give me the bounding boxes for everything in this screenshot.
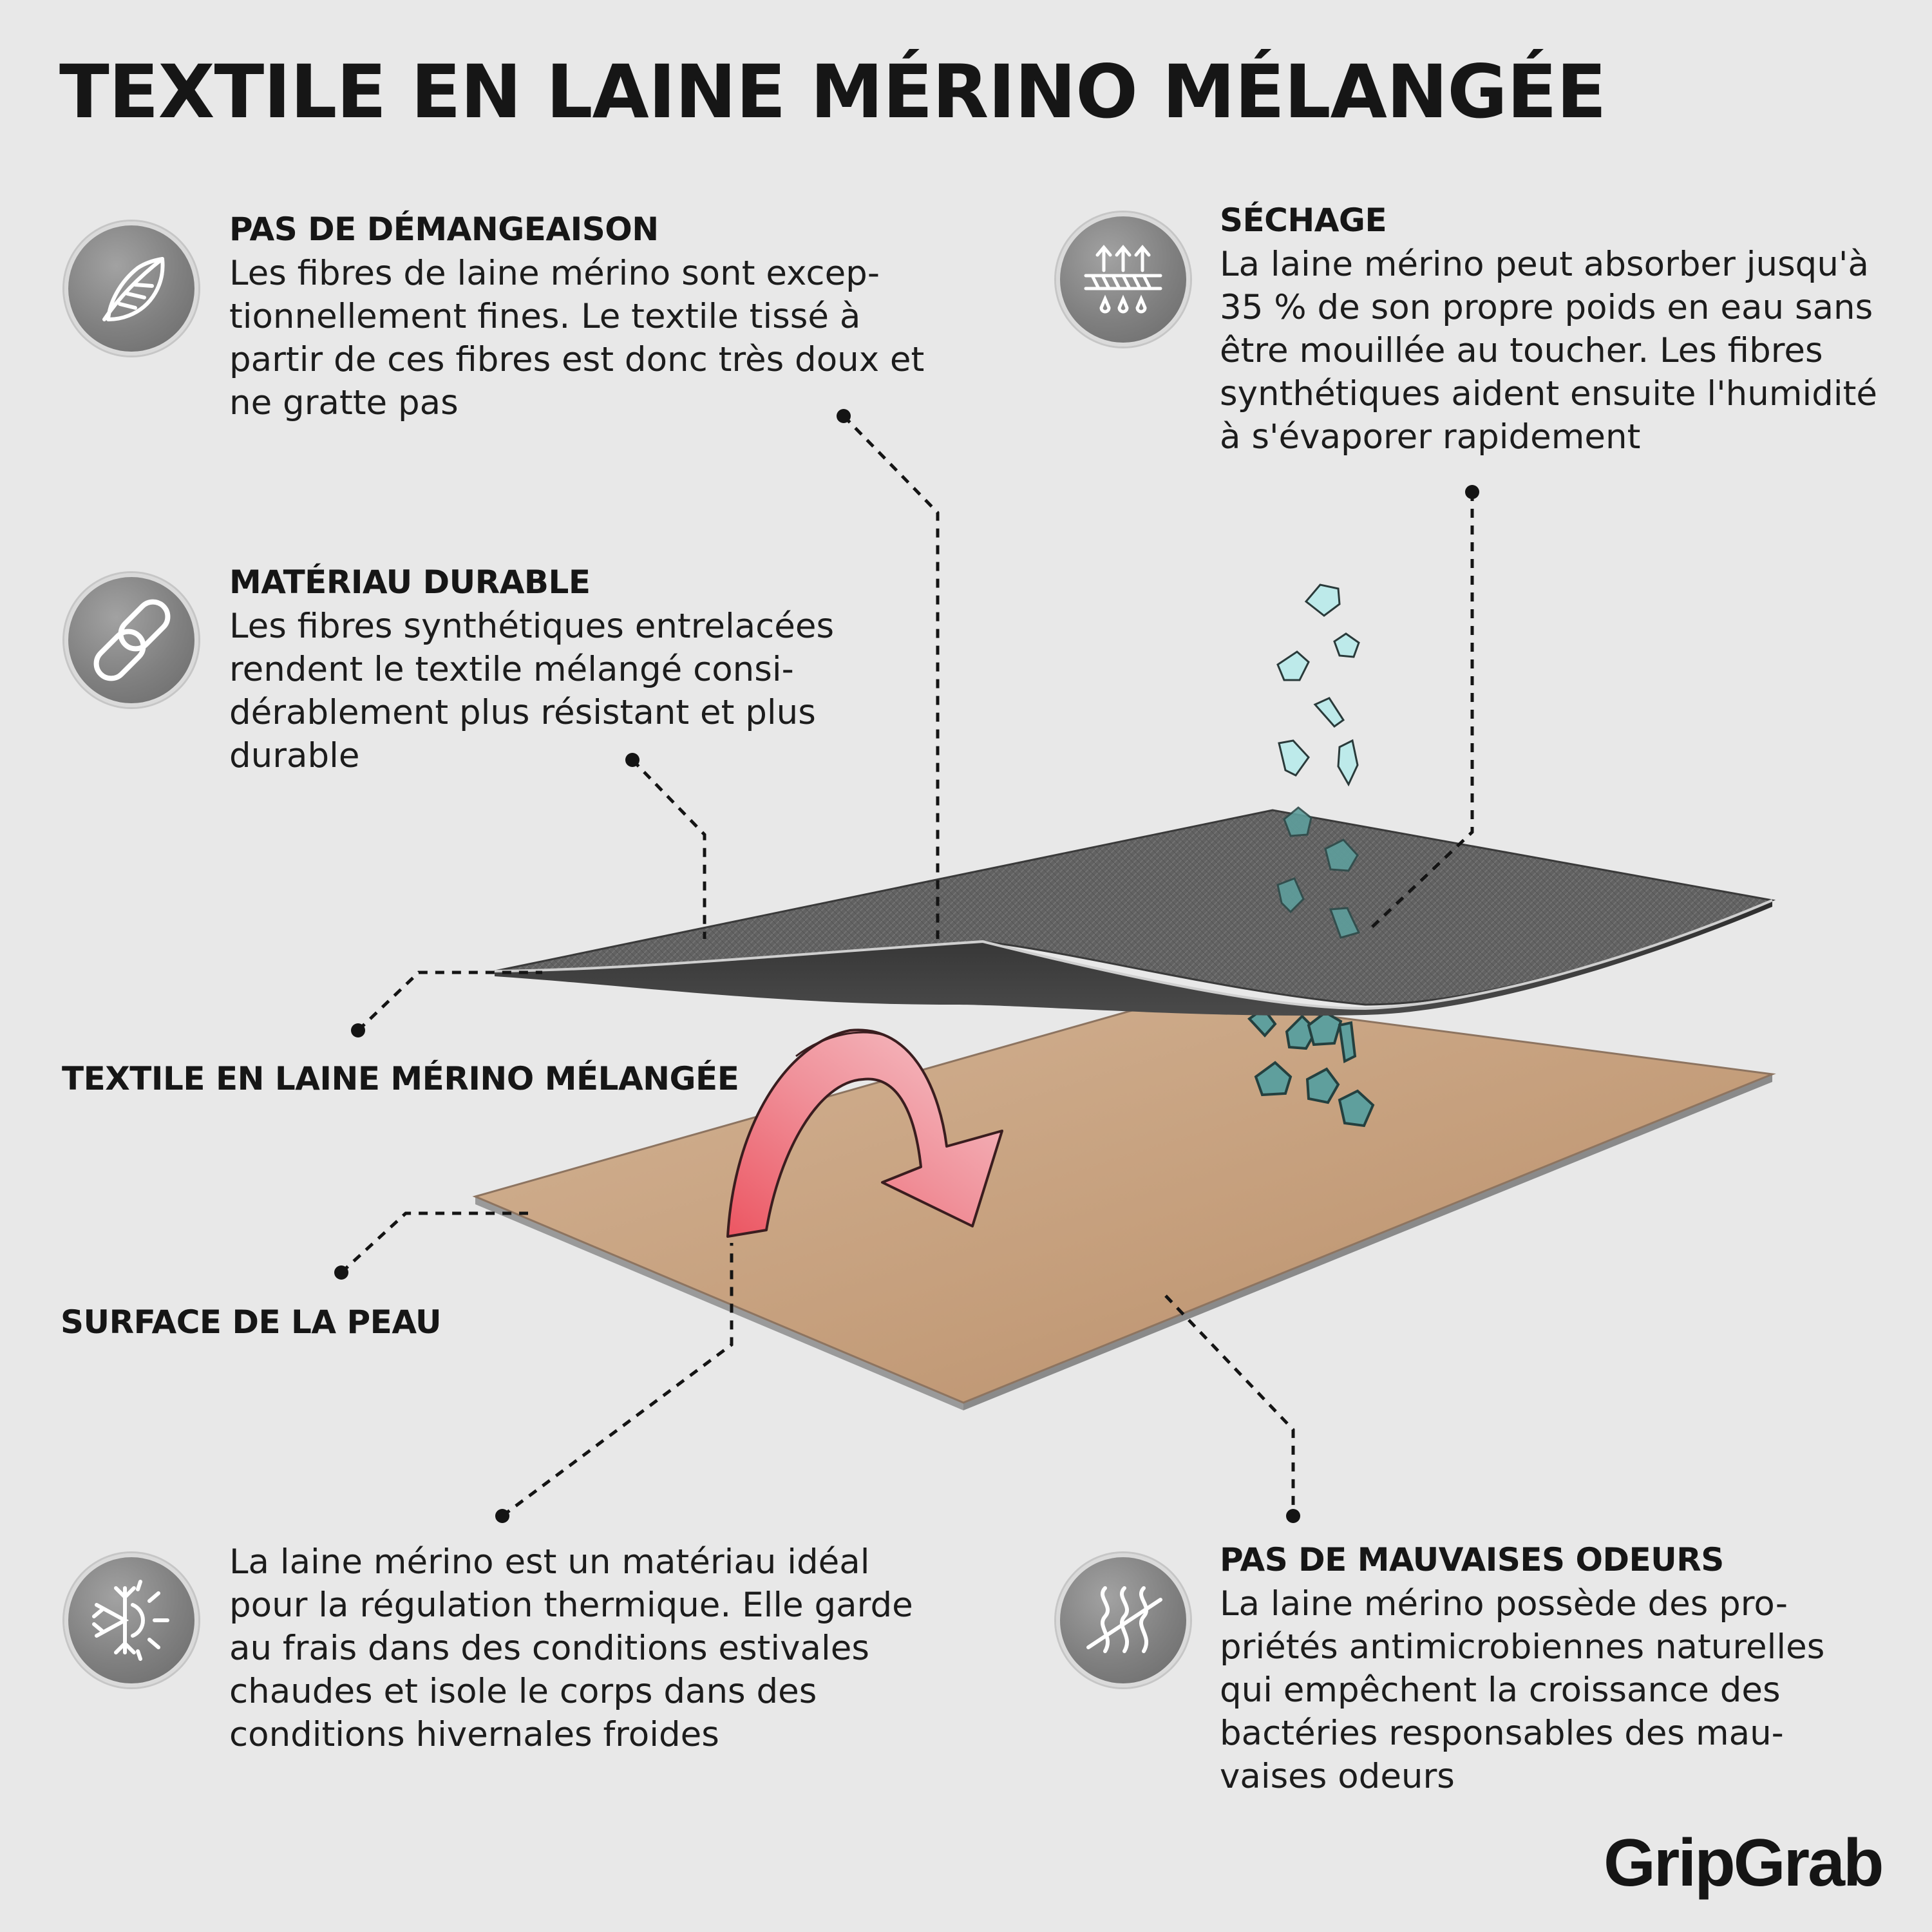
chain-link-icon bbox=[64, 573, 198, 707]
skin-layer-label: SURFACE DE LA PEAU bbox=[61, 1303, 442, 1341]
brand-logo: GripGrab bbox=[1604, 1826, 1882, 1900]
skin-layer bbox=[475, 997, 1772, 1410]
snowflake-sun-icon bbox=[64, 1553, 198, 1687]
feather-icon bbox=[64, 222, 198, 355]
feature-heading: SÉCHAGE bbox=[1220, 202, 1387, 239]
drying-fabric-icon bbox=[1056, 213, 1190, 346]
feature-heading: MATÉRIAU DURABLE bbox=[229, 564, 591, 601]
feature-durable bbox=[229, 563, 1002, 777]
feature-text: La laine mérino possède des pro- priétés antimicrobiennes naturelles qui empêchent la croissance des bactéries responsables des mau- vaises odeurs bbox=[1220, 1584, 1825, 1796]
feature-text: Les fibres de laine mérino sont excep- tionnellement fines. Le textile tissé à partir de ces fibres est donc très doux et ne gratte pas bbox=[229, 254, 925, 422]
page-title: TEXTILE EN LAINE MÉRINO MÉLANGÉE bbox=[59, 49, 1606, 135]
feature-no-itch bbox=[229, 210, 1002, 424]
feature-text: La laine mérino est un matériau idéal pour la régulation thermique. Elle garde au frais dans des conditions estivales chaudes et isole le corps dans des conditions hivernales froides bbox=[229, 1542, 913, 1754]
feature-heading: PAS DE DÉMANGEAISON bbox=[229, 211, 659, 248]
feature-thermal bbox=[229, 1540, 1002, 1756]
odor-waves-icon bbox=[1056, 1553, 1190, 1687]
rising-droplets bbox=[1278, 585, 1359, 784]
feature-text: La laine mérino peut absorber jusqu'à 35 % de son propre poids en eau sans être mouillée au toucher. Les fibres synthétiques aident ensuite l'humidité à s'évaporer rapidement bbox=[1220, 245, 1877, 457]
feature-heading: PAS DE MAUVAISES ODEURS bbox=[1220, 1541, 1724, 1578]
feature-drying bbox=[1220, 201, 1902, 459]
feature-no-odor bbox=[1220, 1540, 1902, 1798]
textile-layer-label: TEXTILE EN LAINE MÉRINO MÉLANGÉE bbox=[62, 1060, 739, 1097]
feature-text: Les fibres synthétiques entrelacées rendent le textile mélangé consi- dérablement plus résistant et plus durable bbox=[229, 607, 835, 775]
textile-layer bbox=[495, 810, 1772, 1016]
